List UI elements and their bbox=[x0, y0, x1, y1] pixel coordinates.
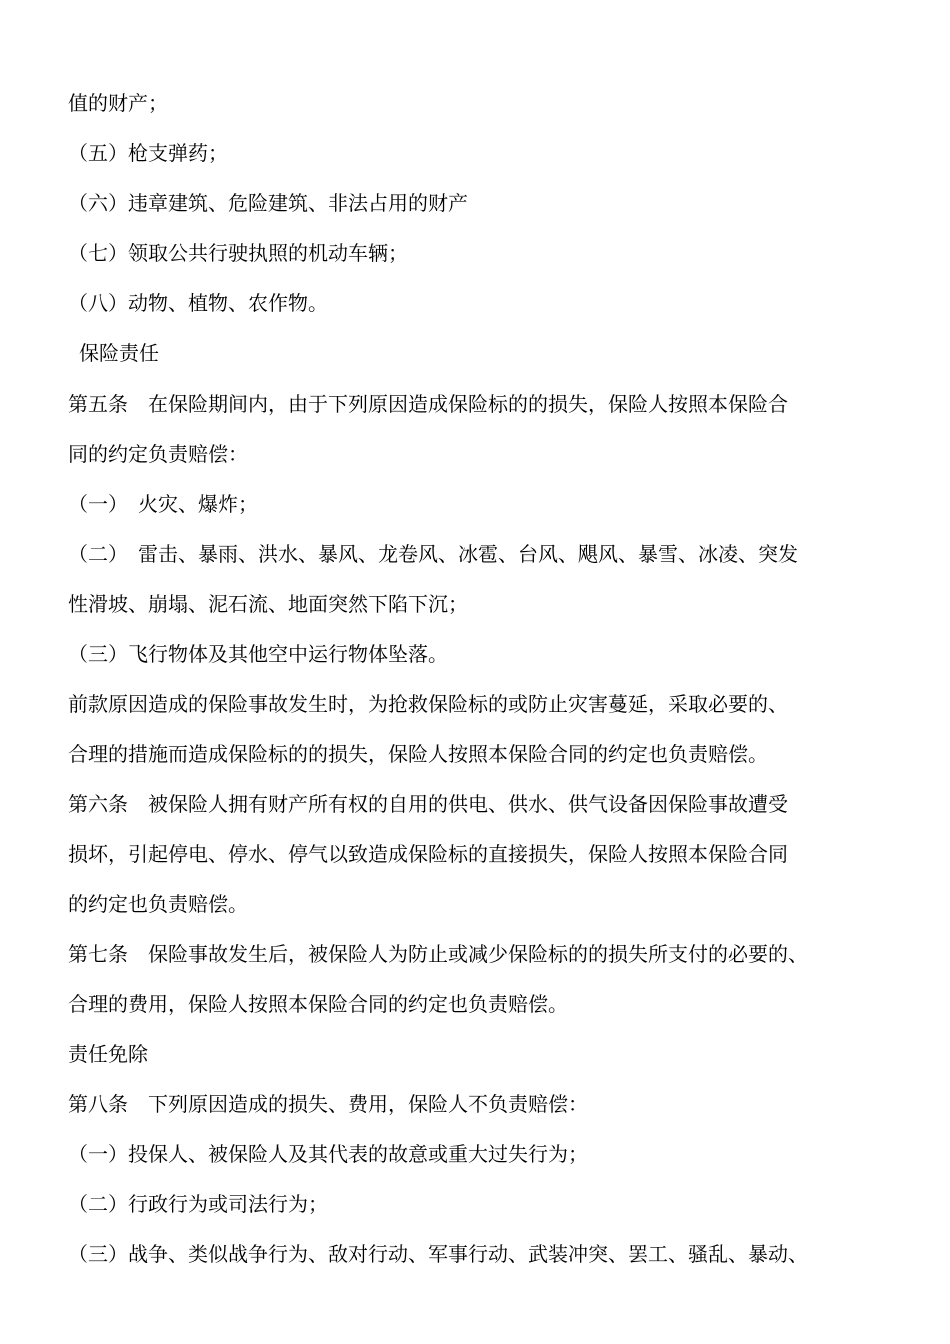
text-line: 第六条 被保险人拥有财产所有权的自用的供电、供水、供气设备因保险事故遭受 bbox=[68, 792, 788, 816]
text-line: 损坏，引起停电、停水、停气以致造成保险标的直接损失，保险人按照本保险合同 bbox=[68, 842, 788, 866]
text-line: 值的财产； bbox=[68, 91, 168, 115]
text-line: （二） 雷击、暴雨、洪水、暴风、龙卷风、冰雹、台风、飓风、暴雪、冰凌、突发 bbox=[68, 542, 798, 566]
text-line: （八）动物、植物、农作物。 bbox=[68, 291, 328, 315]
text-line: 第七条 保险事故发生后，被保险人为防止或减少保险标的的损失所支付的必要的、 bbox=[68, 942, 808, 966]
section-heading: 保险责任 bbox=[79, 341, 159, 365]
section-heading: 责任免除 bbox=[68, 1042, 148, 1066]
text-line: （七）领取公共行驶执照的机动车辆； bbox=[68, 241, 408, 265]
text-line: 同的约定负责赔偿： bbox=[68, 442, 248, 466]
text-line: 性滑坡、崩塌、泥石流、地面突然下陷下沉； bbox=[68, 592, 468, 616]
text-line: 合理的费用，保险人按照本保险合同的约定也负责赔偿。 bbox=[68, 992, 568, 1016]
text-line: 合理的措施而造成保险标的的损失，保险人按照本保险合同的约定也负责赔偿。 bbox=[68, 742, 768, 766]
text-line: 的约定也负责赔偿。 bbox=[68, 892, 248, 916]
text-line: （三）战争、类似战争行为、敌对行动、军事行动、武装冲突、罢工、骚乱、暴动、 bbox=[68, 1242, 808, 1266]
text-line: （六）违章建筑、危险建筑、非法占用的财产 bbox=[68, 191, 468, 215]
text-line: （三）飞行物体及其他空中运行物体坠落。 bbox=[68, 642, 448, 666]
text-line: 第八条 下列原因造成的损失、费用，保险人不负责赔偿： bbox=[68, 1092, 588, 1116]
text-line: 前款原因造成的保险事故发生时，为抢救保险标的或防止灾害蔓延，采取必要的、 bbox=[68, 692, 788, 716]
text-line: （一） 火灾、爆炸； bbox=[68, 492, 258, 516]
text-line: （二）行政行为或司法行为； bbox=[68, 1192, 328, 1216]
text-line: 第五条 在保险期间内，由于下列原因造成保险标的的损失，保险人按照本保险合 bbox=[68, 392, 788, 416]
text-line: （五）枪支弹药； bbox=[68, 141, 228, 165]
text-line: （一）投保人、被保险人及其代表的故意或重大过失行为； bbox=[68, 1142, 588, 1166]
